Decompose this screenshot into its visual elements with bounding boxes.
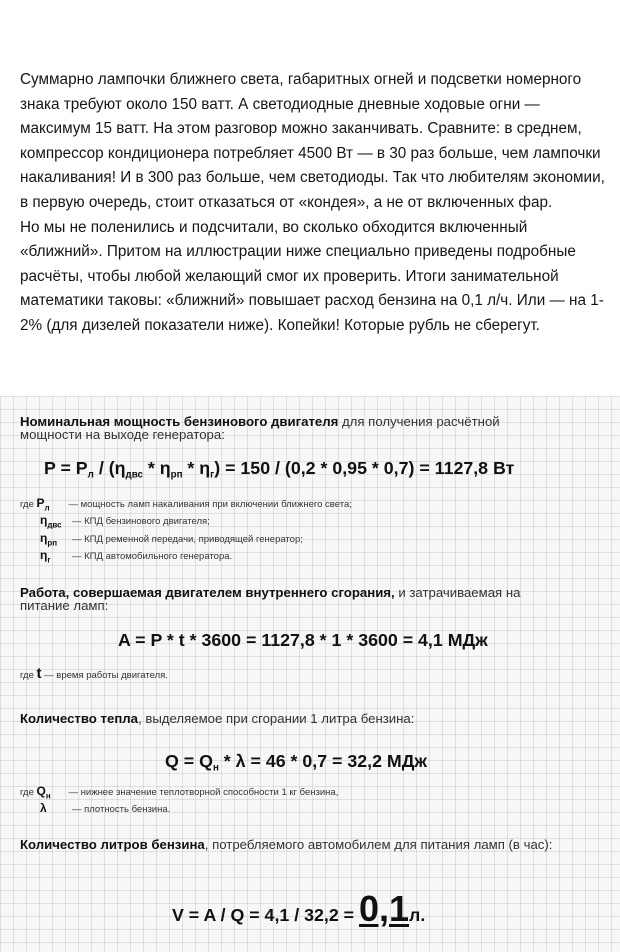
fuel-liters-heading: Количество литров бензина, потребляемого автомобилем для питания ламп (в час): xyxy=(20,837,553,852)
calculation-illustration xyxy=(0,396,620,952)
article-paragraph-1: Суммарно лампочки ближнего света, габаритных огней и подсветки номерного знака требуют около 150 ватт. А светодиодные дневные ходовые огни — максимум 15 ватт. На этом разговор можно заканчивать. Сравните: в среднем, компрессор кондиционера потребляет 4500 Вт — в 30 раз больше, чем лампочки накаливания! И в 300 раз больше, чем светодиоды. Так что любителям экономии, в первую очередь, стоит отказаться от «кондея», а не от включенных фар. xyxy=(20,71,605,211)
heat-formula: $Q = Q_н * \lambda = 46 * 0,7 = 32,2$ МДж xyxy=(165,751,428,774)
article-paragraph-2: Но мы не поленились и подсчитали, во сколько обходится включенный «ближний». Притом на иллюстрации ниже специально приведены подробные расчёты, чтобы любой желающий смог их проверить. Итоги занимательной математики таковы: «ближний» повышает расход бензина на 0,1 л/ч. Или — на 1-2% (для дизелей показатели ниже). Копейки! Которые рубль не сберегут. xyxy=(20,218,604,334)
engine-work-formula: A = P * t * 3600 = 1127,8 * 1 * 3600 = 4,1 МДж xyxy=(118,630,488,650)
legend-row: $\eta_{рп}$ — КПД ременной передачи, приводящей генератор; xyxy=(40,530,303,548)
engine-power-legend xyxy=(20,497,352,567)
result-value: 0,1 xyxy=(358,888,410,929)
engine-power-formula: $P = P_л / (\eta_{двс} * \eta_{рп} * \eta_г) = 150 / (0,2 * 0,95 * 0,7) = 1127,8$ Вт xyxy=(44,458,515,481)
legend-row: где $P_л$ — мощность ламп накаливания при включении ближнего света; xyxy=(20,496,352,513)
article-text xyxy=(20,68,605,339)
legend-row: λ — плотность бензина. xyxy=(40,801,171,816)
legend-row: где $Q_н$ — нижнее значение теплотворной способности 1 кг бензина, xyxy=(20,784,339,801)
engine-power-heading: Номинальная мощность бензинового двигателя для получения расчётной мощности на выходе генератора: xyxy=(20,414,500,442)
engine-work-legend: где t — время работы двигателя. xyxy=(20,665,168,682)
engine-work-heading: Работа, совершаемая двигателем внутреннего сгорания, и затрачиваемая на питание ламп: xyxy=(20,585,521,613)
legend-row: $\eta_г$ — КПД автомобильного генератора. xyxy=(40,548,233,565)
calculation-sheet xyxy=(20,396,600,952)
heat-legend xyxy=(20,785,338,816)
fuel-liters-formula: V = A / Q = 4,1 / 32,2 = 0,1л. xyxy=(172,888,426,929)
legend-row: $\eta_{двс}$ — КПД бензинового двигателя; xyxy=(40,513,210,530)
heat-heading: Количество тепла, выделяемое при сгорании 1 литра бензина: xyxy=(20,711,415,726)
